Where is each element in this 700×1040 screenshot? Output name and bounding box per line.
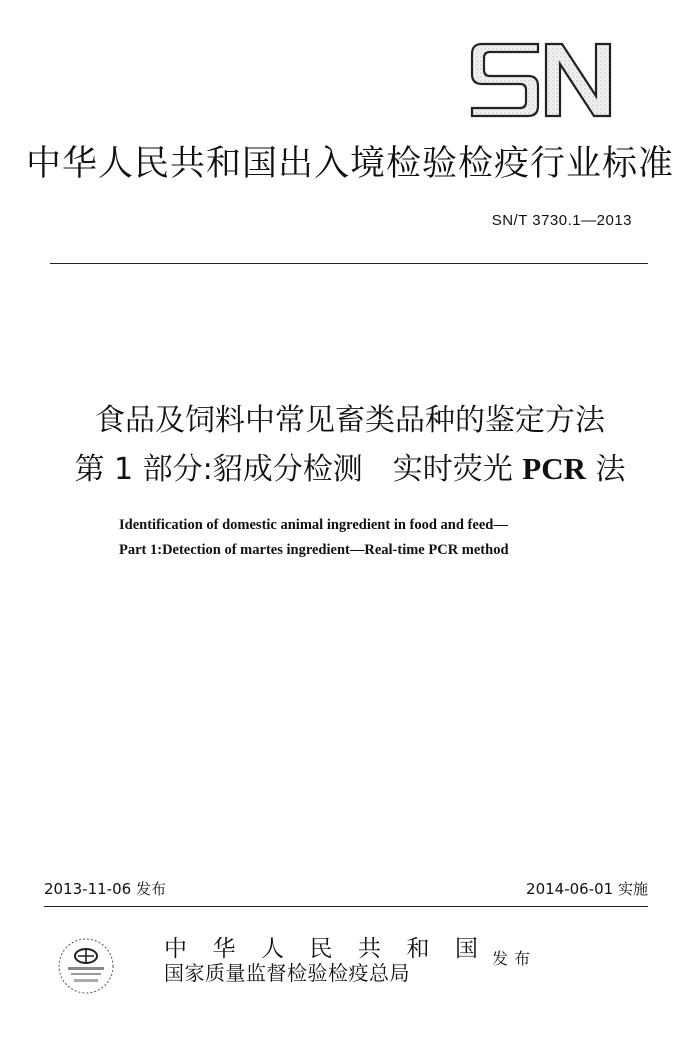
title-cn-line-2-part-a: 第 1 部分:貂成分检测 实时荧光 [74,452,523,487]
issuer-char: 华 [212,936,236,962]
title-cn-line-2 [20,449,680,490]
issuer-char: 共 [358,936,381,962]
title-cn-line-1: 食品及饲料中常见畜类品种的鉴定方法 [95,403,605,438]
issuing-authority-title: 中华人民共和国出入境检验检疫行业标准 [25,144,674,184]
issuer-char: 中 [164,936,187,962]
footer-divider [44,906,648,907]
publish-label: 发布 [492,949,537,968]
title-cn-line-2-part-c: 法 [585,452,626,487]
title-en-line-1: Identification of domestic animal ingredient in food and feed— [119,517,508,533]
header-divider [50,263,648,264]
issuer-char: 国 [455,936,478,962]
publisher-seal-icon [54,936,118,996]
sn-logo [468,40,614,120]
issue-date: 2013-11-06 发布 [44,880,166,898]
title-en-line-2: Part 1:Detection of martes ingredient—Real-time PCR method [119,542,509,558]
issuer-char: 民 [309,936,333,962]
issuer-line-1 [164,936,478,962]
standard-number: SN/T 3730.1—2013 [491,212,632,229]
issuer-char: 人 [261,936,284,962]
issuer-char: 和 [406,936,430,962]
issuer-line-2: 国家质量监督检验检疫总局 [164,961,410,985]
title-cn-line-2-pcr: PCR [522,451,586,486]
implementation-date: 2014-06-01 实施 [526,880,648,898]
